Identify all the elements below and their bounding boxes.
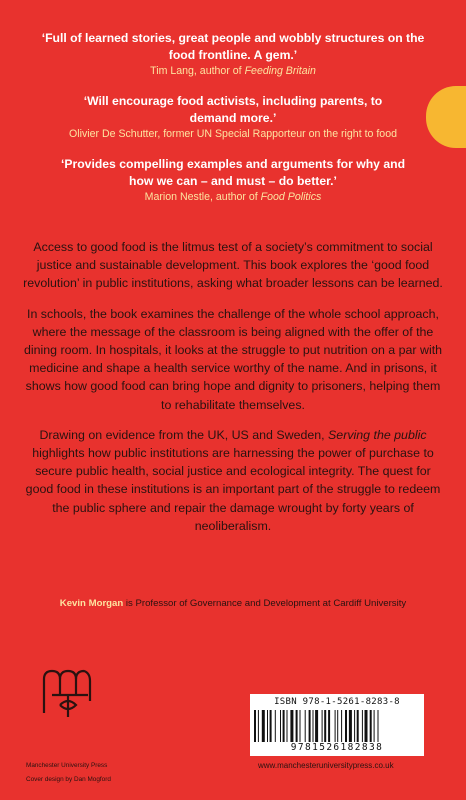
author-name: Kevin Morgan bbox=[59, 598, 124, 609]
publisher-name: Manchester University Press bbox=[26, 762, 108, 769]
description-paragraph: Access to good food is the litmus test of a society’s commitment to social justice and sustainable development. This book explores the ‘good food revolution’ in public institutions, asking what broader lessons can be learned. bbox=[23, 240, 443, 291]
quote-text: ‘Full of learned stories, great people and wobbly structures on the food frontline. A gem.’ bbox=[41, 31, 425, 62]
isbn-barcode bbox=[250, 694, 424, 756]
author-bio: Kevin Morgan is Professor of Governance and Development at Cardiff University bbox=[59, 598, 407, 609]
book-title: Serving the public bbox=[328, 427, 427, 442]
description-paragraph: In schools, the book examines the challenge of the whole school approach, where the message of the classroom is being aligned with the offer of the dining room. In hospitals, it looks at the struggle to put nutrition on a par with medicine and shape a health service worthy of the name. And in prisons, it shows how good food can bring hope and dignity to prisoners, helping them to rehabilitate themselves. bbox=[23, 306, 443, 412]
book-description bbox=[20, 238, 446, 547]
quote-text: ‘Will encourage food activists, including parents, to demand more.’ bbox=[83, 94, 383, 125]
publisher-url: www.manchesteruniversitypress.co.uk bbox=[258, 761, 394, 770]
quote-text: ‘Provides compelling examples and arguments for why and how we can – and must – do better.’ bbox=[60, 157, 406, 188]
quote-attribution: Marion Nestle, author of Food Politics bbox=[144, 191, 322, 203]
endorsement bbox=[0, 30, 466, 79]
endorsements bbox=[0, 30, 466, 219]
isbn-label: ISBN 978-1-5261-8283-8 bbox=[274, 697, 400, 707]
barcode-icon bbox=[254, 710, 420, 742]
description-paragraph: Drawing on evidence from the UK, US and Sweden, Serving the public highlights how public institutions are harnessing the power of purchase to secure public health, social justice and ecological integrity. The quest for good food in these institutions is an important part of the struggle to redeem the public sphere and repair the damage wrought by forty years of neoliberalism. bbox=[25, 427, 441, 533]
quote-attribution: Olivier De Schutter, former UN Special Rapporteur on the right to food bbox=[69, 128, 397, 140]
endorsement bbox=[0, 93, 466, 142]
quote-attribution: Tim Lang, author of Feeding Britain bbox=[150, 65, 316, 77]
cover-credit: Cover design by Dan Mogford bbox=[26, 776, 111, 783]
barcode-digits: 9781526182838 bbox=[290, 742, 384, 753]
publisher-logo-icon bbox=[38, 665, 94, 721]
endorsement bbox=[0, 156, 466, 205]
